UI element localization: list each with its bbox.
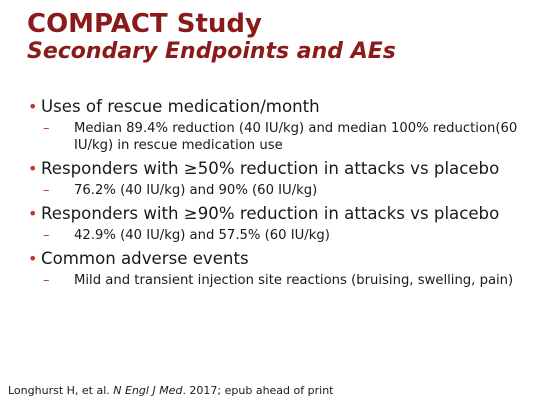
sub-bullet-text: 42.9% (40 IU/kg) and 57.5% (60 IU/kg) [74, 228, 330, 243]
sub-bullet-marker: – [43, 121, 50, 136]
bullet-text: Uses of rescue medication/month [41, 97, 320, 116]
sub-bullet-text: 76.2% (40 IU/kg) and 90% (60 IU/kg) [74, 183, 318, 198]
bullet-marker: • [28, 249, 38, 268]
bullet-item [28, 203, 528, 224]
bullet-text: Common adverse events [41, 249, 249, 268]
bullet-text: Responders with ≥50% reduction in attacks vs placebo [41, 159, 500, 178]
slide-title: COMPACT Study [27, 9, 262, 39]
bullet-marker: • [28, 204, 38, 223]
sub-bullet-item [28, 120, 528, 154]
citation-authors: Longhurst H, et al. [8, 384, 114, 397]
bullet-marker: • [28, 97, 38, 116]
sub-bullet-marker: – [43, 183, 50, 198]
sub-bullet-item [28, 272, 528, 289]
sub-bullet-item [28, 227, 528, 244]
citation-footer [8, 384, 333, 397]
bullet-item [28, 158, 528, 179]
sub-bullet-marker: – [43, 273, 50, 288]
bullet-text: Responders with ≥90% reduction in attacks vs placebo [41, 204, 500, 223]
sub-bullet-marker: – [43, 228, 50, 243]
bullet-item [28, 96, 528, 117]
bullet-item [28, 248, 528, 269]
sub-bullet-text: Median 89.4% reduction (40 IU/kg) and median 100% reduction(60 IU/kg) in rescue medication use [74, 121, 518, 153]
sub-bullet-text: Mild and transient injection site reactions (bruising, swelling, pain) [74, 273, 514, 288]
bullet-marker: • [28, 159, 38, 178]
bullet-list [28, 96, 528, 293]
citation-journal: N Engl J Med [113, 384, 183, 397]
slide-subtitle: Secondary Endpoints and AEs [27, 39, 396, 65]
slide-title-block [27, 10, 517, 65]
citation-details: . 2017; epub ahead of print [182, 384, 334, 397]
sub-bullet-item [28, 182, 528, 199]
